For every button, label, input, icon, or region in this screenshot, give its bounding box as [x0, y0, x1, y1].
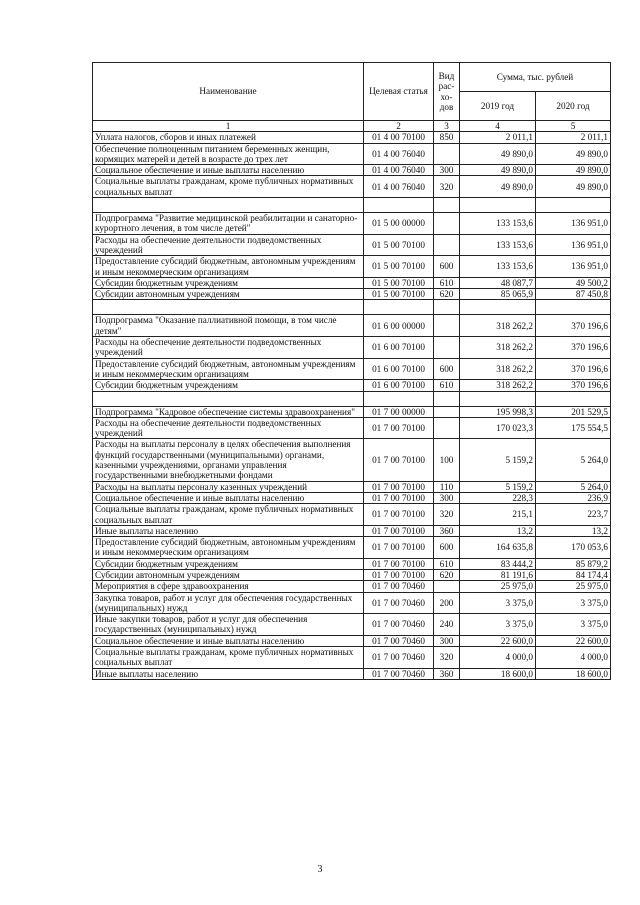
- table-row: [93, 143, 611, 165]
- cell-name: Иные закупки товаров, работ и услуг для обеспечения государственных (муниципальных) нужд: [93, 614, 364, 636]
- spacer-cell: [536, 391, 611, 406]
- table-row: [93, 277, 611, 288]
- cell-expense-kind: 610: [434, 380, 460, 391]
- cell-amount-2019: 49 890,0: [460, 143, 536, 165]
- column-number-row: [93, 121, 611, 132]
- cell-amount-2019: 49 890,0: [460, 176, 536, 198]
- cell-target-code: 01 4 00 76040: [364, 165, 434, 176]
- cell-amount-2019: 85 065,9: [460, 289, 536, 300]
- cell-amount-2019: 318 262,2: [460, 358, 536, 380]
- cell-amount-2020: 201 529,5: [536, 406, 611, 417]
- cell-target-code: 01 5 00 70100: [364, 277, 434, 288]
- cell-name: Мероприятия в сфере здравоохранения: [93, 581, 364, 592]
- spacer-cell: [460, 198, 536, 213]
- cell-target-code: 01 7 00 70460: [364, 592, 434, 614]
- cell-amount-2020: 223,7: [536, 504, 611, 526]
- cell-amount-2020: 2 011,1: [536, 132, 611, 143]
- spacer-cell: [364, 300, 434, 315]
- table-row: [93, 289, 611, 300]
- spacer-row: [93, 198, 611, 213]
- cell-amount-2020: 49 890,0: [536, 176, 611, 198]
- cell-target-code: 01 6 00 00000: [364, 315, 434, 337]
- cell-amount-2020: 170 053,6: [536, 537, 611, 559]
- table-row: [93, 537, 611, 559]
- cell-amount-2020: 370 196,6: [536, 358, 611, 380]
- cell-amount-2019: 164 635,8: [460, 537, 536, 559]
- cell-expense-kind: [434, 315, 460, 337]
- table-row: [93, 525, 611, 536]
- cell-amount-2020: 49 890,0: [536, 165, 611, 176]
- column-number: 4: [460, 121, 536, 132]
- cell-amount-2019: 318 262,2: [460, 337, 536, 359]
- cell-amount-2019: 13,2: [460, 525, 536, 536]
- cell-target-code: 01 7 00 70100: [364, 525, 434, 536]
- cell-amount-2019: 3 375,0: [460, 614, 536, 636]
- spacer-cell: [434, 391, 460, 406]
- spacer-cell: [434, 300, 460, 315]
- table-row: [93, 569, 611, 580]
- cell-expense-kind: [434, 143, 460, 165]
- budget-table: [92, 62, 611, 680]
- column-number: 1: [93, 121, 364, 132]
- cell-amount-2020: 84 174,4: [536, 569, 611, 580]
- cell-name: Иные выплаты населению: [93, 525, 364, 536]
- cell-name: Подпрограмма "Оказание паллиативной помощи, в том числе детям": [93, 315, 364, 337]
- spacer-cell: [460, 300, 536, 315]
- cell-target-code: 01 7 00 70100: [364, 558, 434, 569]
- cell-amount-2020: 370 196,6: [536, 380, 611, 391]
- cell-expense-kind: 240: [434, 614, 460, 636]
- cell-amount-2020: 175 554,5: [536, 417, 611, 439]
- cell-amount-2019: 170 023,3: [460, 417, 536, 439]
- cell-amount-2019: 49 890,0: [460, 165, 536, 176]
- spacer-cell: [364, 391, 434, 406]
- cell-amount-2020: 3 375,0: [536, 614, 611, 636]
- header-name: Наименование: [93, 63, 364, 121]
- cell-expense-kind: 360: [434, 668, 460, 679]
- cell-expense-kind: 620: [434, 289, 460, 300]
- cell-target-code: 01 5 00 70100: [364, 256, 434, 278]
- cell-amount-2019: 133 153,6: [460, 213, 536, 235]
- cell-target-code: 01 6 00 70100: [364, 380, 434, 391]
- cell-amount-2019: 48 087,7: [460, 277, 536, 288]
- cell-expense-kind: 200: [434, 592, 460, 614]
- cell-target-code: 01 5 00 70100: [364, 289, 434, 300]
- cell-expense-kind: 300: [434, 492, 460, 503]
- cell-amount-2020: 25 975,0: [536, 581, 611, 592]
- cell-name: Субсидии бюджетным учреждениям: [93, 277, 364, 288]
- subprogram-row: [93, 213, 611, 235]
- table-row: [93, 234, 611, 256]
- table-row: [93, 504, 611, 526]
- cell-amount-2019: 4 000,0: [460, 647, 536, 669]
- cell-name: Социальное обеспечение и иные выплаты населению: [93, 635, 364, 646]
- cell-target-code: 01 7 00 70100: [364, 417, 434, 439]
- table-row: [93, 132, 611, 143]
- cell-amount-2020: 49 890,0: [536, 143, 611, 165]
- spacer-cell: [536, 198, 611, 213]
- cell-expense-kind: [434, 337, 460, 359]
- cell-target-code: 01 5 00 00000: [364, 213, 434, 235]
- cell-name: Социальное обеспечение и иные выплаты населению: [93, 165, 364, 176]
- cell-amount-2019: 195 998,3: [460, 406, 536, 417]
- cell-expense-kind: 320: [434, 176, 460, 198]
- cell-name: Социальные выплаты гражданам, кроме публичных нормативных социальных выплат: [93, 647, 364, 669]
- table-row: [93, 439, 611, 481]
- cell-amount-2019: 133 153,6: [460, 256, 536, 278]
- cell-name: Субсидии автономным учреждениям: [93, 289, 364, 300]
- table-row: [93, 614, 611, 636]
- cell-amount-2020: 136 951,0: [536, 213, 611, 235]
- header-kind: Вид рас-хо-дов: [434, 63, 460, 121]
- cell-name: Социальные выплаты гражданам, кроме публичных нормативных социальных выплат: [93, 176, 364, 198]
- cell-amount-2019: 5 159,2: [460, 439, 536, 481]
- cell-amount-2020: 236,9: [536, 492, 611, 503]
- cell-name: Иные выплаты населению: [93, 668, 364, 679]
- cell-target-code: 01 7 00 70460: [364, 635, 434, 646]
- cell-target-code: 01 7 00 70460: [364, 647, 434, 669]
- spacer-cell: [536, 300, 611, 315]
- cell-target-code: 01 6 00 70100: [364, 358, 434, 380]
- cell-expense-kind: [434, 234, 460, 256]
- cell-target-code: 01 7 00 70100: [364, 537, 434, 559]
- cell-name: Подпрограмма "Развитие медицинской реабилитации и санаторно-курортного лечения, в том числе детей": [93, 213, 364, 235]
- cell-amount-2019: 5 159,2: [460, 481, 536, 492]
- subprogram-row: [93, 406, 611, 417]
- cell-amount-2020: 13,2: [536, 525, 611, 536]
- cell-expense-kind: 600: [434, 537, 460, 559]
- cell-amount-2019: 2 011,1: [460, 132, 536, 143]
- cell-amount-2019: 83 444,2: [460, 558, 536, 569]
- spacer-row: [93, 300, 611, 315]
- header-target: Целевая статья: [364, 63, 434, 121]
- cell-amount-2020: 370 196,6: [536, 337, 611, 359]
- spacer-cell: [93, 300, 364, 315]
- table-row: [93, 581, 611, 592]
- cell-expense-kind: [434, 417, 460, 439]
- cell-amount-2019: 22 600,0: [460, 635, 536, 646]
- cell-amount-2020: 3 375,0: [536, 592, 611, 614]
- cell-amount-2020: 87 450,8: [536, 289, 611, 300]
- cell-target-code: 01 7 00 70100: [364, 504, 434, 526]
- header-sum: Сумма, тыс. рублей: [460, 63, 611, 92]
- cell-amount-2019: 215,1: [460, 504, 536, 526]
- cell-name: Закупка товаров, работ и услуг для обеспечения государственных (муниципальных) нужд: [93, 592, 364, 614]
- cell-amount-2020: 22 600,0: [536, 635, 611, 646]
- cell-expense-kind: 600: [434, 358, 460, 380]
- table-row: [93, 647, 611, 669]
- spacer-cell: [460, 391, 536, 406]
- cell-name: Подпрограмма "Кадровое обеспечение системы здравоохранения": [93, 406, 364, 417]
- cell-target-code: 01 7 00 70100: [364, 492, 434, 503]
- cell-amount-2020: 136 951,0: [536, 234, 611, 256]
- cell-name: Расходы на обеспечение деятельности подведомственных учреждений: [93, 417, 364, 439]
- table-row: [93, 165, 611, 176]
- cell-amount-2020: 49 500,2: [536, 277, 611, 288]
- cell-amount-2019: 25 975,0: [460, 581, 536, 592]
- cell-expense-kind: 600: [434, 256, 460, 278]
- cell-amount-2020: 370 196,6: [536, 315, 611, 337]
- cell-amount-2020: 85 879,2: [536, 558, 611, 569]
- cell-name: Социальные выплаты гражданам, кроме публичных нормативных социальных выплат: [93, 504, 364, 526]
- table-row: [93, 558, 611, 569]
- cell-amount-2020: 5 264,0: [536, 481, 611, 492]
- cell-amount-2019: 133 153,6: [460, 234, 536, 256]
- cell-name: Расходы на выплаты персоналу казенных учреждений: [93, 481, 364, 492]
- cell-name: Расходы на обеспечение деятельности подведомственных учреждений: [93, 337, 364, 359]
- cell-amount-2020: 4 000,0: [536, 647, 611, 669]
- cell-name: Расходы на выплаты персоналу в целях обеспечения выполнения функций государственными (муниципальными) органами, казенными учреждениями, органами управления государственными внебюджетными фондами: [93, 439, 364, 481]
- cell-target-code: 01 7 00 70100: [364, 439, 434, 481]
- cell-name: Субсидии бюджетным учреждениям: [93, 380, 364, 391]
- cell-expense-kind: 110: [434, 481, 460, 492]
- cell-target-code: 01 6 00 70100: [364, 337, 434, 359]
- cell-expense-kind: 360: [434, 525, 460, 536]
- cell-name: Субсидии автономным учреждениям: [93, 569, 364, 580]
- cell-expense-kind: 300: [434, 635, 460, 646]
- table-row: [93, 481, 611, 492]
- cell-name: Уплата налогов, сборов и иных платежей: [93, 132, 364, 143]
- table-row: [93, 256, 611, 278]
- cell-expense-kind: 610: [434, 277, 460, 288]
- cell-name: Обеспечение полноценным питанием беременных женщин, кормящих матерей и детей в возрасте до трех лет: [93, 143, 364, 165]
- cell-amount-2019: 81 191,6: [460, 569, 536, 580]
- cell-expense-kind: 620: [434, 569, 460, 580]
- cell-amount-2020: 136 951,0: [536, 256, 611, 278]
- cell-expense-kind: [434, 581, 460, 592]
- spacer-cell: [364, 198, 434, 213]
- table-row: [93, 176, 611, 198]
- cell-expense-kind: 100: [434, 439, 460, 481]
- cell-name: Предоставление субсидий бюджетным, автономным учреждениям и иным некоммерческим организациям: [93, 537, 364, 559]
- cell-expense-kind: 320: [434, 647, 460, 669]
- cell-target-code: 01 7 00 70100: [364, 569, 434, 580]
- cell-amount-2020: 18 600,0: [536, 668, 611, 679]
- table-row: [93, 380, 611, 391]
- cell-target-code: 01 5 00 70100: [364, 234, 434, 256]
- cell-name: Социальное обеспечение и иные выплаты населению: [93, 492, 364, 503]
- table-row: [93, 635, 611, 646]
- cell-target-code: 01 4 00 76040: [364, 143, 434, 165]
- column-number: 3: [434, 121, 460, 132]
- cell-expense-kind: 850: [434, 132, 460, 143]
- table-row: [93, 592, 611, 614]
- cell-amount-2020: 5 264,0: [536, 439, 611, 481]
- table-row: [93, 337, 611, 359]
- table-row: [93, 492, 611, 503]
- header-2020: 2020 год: [536, 92, 611, 121]
- cell-name: Расходы на обеспечение деятельности подведомственных учреждений: [93, 234, 364, 256]
- table-header: [93, 63, 611, 132]
- cell-target-code: 01 4 00 70100: [364, 132, 434, 143]
- cell-expense-kind: [434, 406, 460, 417]
- subprogram-row: [93, 315, 611, 337]
- table-row: [93, 668, 611, 679]
- cell-target-code: 01 7 00 70100: [364, 481, 434, 492]
- cell-name: Предоставление субсидий бюджетным, автономным учреждениям и иным некоммерческим организациям: [93, 358, 364, 380]
- cell-expense-kind: 610: [434, 558, 460, 569]
- spacer-row: [93, 391, 611, 406]
- cell-expense-kind: 320: [434, 504, 460, 526]
- table-row: [93, 358, 611, 380]
- column-number: 5: [536, 121, 611, 132]
- cell-target-code: 01 7 00 70460: [364, 581, 434, 592]
- header-2019: 2019 год: [460, 92, 536, 121]
- cell-target-code: 01 7 00 00000: [364, 406, 434, 417]
- spacer-cell: [93, 198, 364, 213]
- spacer-cell: [93, 391, 364, 406]
- cell-name: Предоставление субсидий бюджетным, автономным учреждениям и иным некоммерческим организациям: [93, 256, 364, 278]
- cell-amount-2019: 318 262,2: [460, 380, 536, 391]
- cell-amount-2019: 318 262,2: [460, 315, 536, 337]
- page-number: 3: [317, 864, 323, 875]
- spacer-cell: [434, 198, 460, 213]
- column-number: 2: [364, 121, 434, 132]
- cell-target-code: 01 7 00 70460: [364, 614, 434, 636]
- cell-target-code: 01 7 00 70460: [364, 668, 434, 679]
- cell-expense-kind: 300: [434, 165, 460, 176]
- cell-amount-2019: 18 600,0: [460, 668, 536, 679]
- cell-name: Субсидии бюджетным учреждениям: [93, 558, 364, 569]
- table-row: [93, 417, 611, 439]
- cell-amount-2019: 228,3: [460, 492, 536, 503]
- cell-target-code: 01 4 00 76040: [364, 176, 434, 198]
- table-body: [93, 132, 611, 680]
- cell-expense-kind: [434, 213, 460, 235]
- cell-amount-2019: 3 375,0: [460, 592, 536, 614]
